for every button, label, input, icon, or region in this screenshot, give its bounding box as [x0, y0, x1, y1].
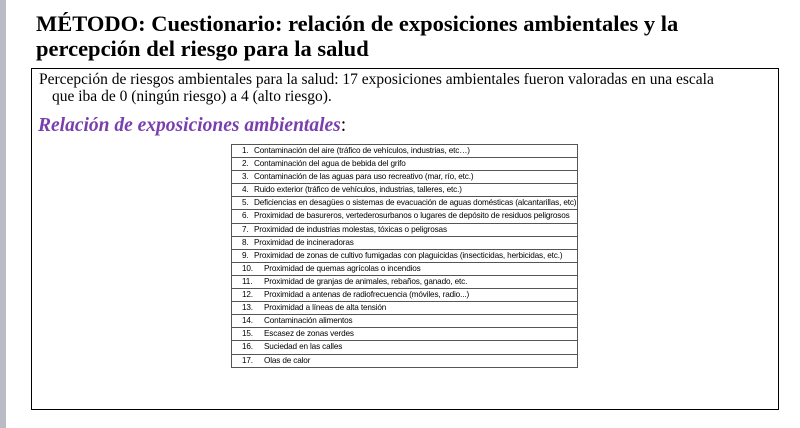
table-row	[232, 289, 578, 302]
exposure-cell	[232, 315, 578, 328]
exposure-text: Proximidad de quemas agrícolas o incendios	[264, 263, 421, 273]
exposure-cell	[232, 197, 578, 210]
exposure-number: 9.	[242, 250, 249, 260]
exposure-text: Suciedad en las calles	[264, 342, 343, 352]
exposure-cell	[232, 328, 578, 341]
subtitle-colon: :	[340, 115, 347, 136]
exposure-text: Proximidad de industrias molestas, tóxicas o peligrosas	[254, 224, 447, 234]
table-row	[232, 197, 578, 210]
section-subtitle	[38, 115, 346, 137]
exposure-cell	[232, 210, 578, 223]
table-row	[232, 236, 578, 249]
exposure-cell	[232, 249, 578, 262]
exposures-table	[231, 144, 578, 368]
exposure-number: 14.	[242, 316, 253, 326]
exposure-cell	[232, 184, 578, 197]
exposure-text: Contaminación del agua de bebida del grifo	[254, 159, 406, 169]
intro-paragraph	[39, 71, 769, 105]
exposure-number: 15.	[242, 329, 253, 339]
exposure-number: 13.	[242, 303, 253, 313]
table-row	[232, 328, 578, 341]
exposure-cell	[232, 236, 578, 249]
exposure-number: 12.	[242, 290, 253, 300]
exposure-cell	[232, 354, 578, 367]
table-row	[232, 315, 578, 328]
table-row	[232, 262, 578, 275]
intro-line-1: Percepción de riesgos ambientales para la salud: 17 exposiciones ambientales fueron valoradas en una escala	[39, 71, 714, 88]
exposure-text: Proximidad a antenas de radiofrecuencia (móviles, radio...)	[264, 290, 470, 300]
exposure-text: Escasez de zonas verdes	[264, 329, 354, 339]
table-row	[232, 275, 578, 288]
exposure-number: 8.	[242, 237, 249, 247]
table-row	[232, 210, 578, 223]
table-row	[232, 341, 578, 354]
table-row	[232, 354, 578, 367]
exposure-cell	[232, 302, 578, 315]
table-row	[232, 171, 578, 184]
exposure-cell	[232, 341, 578, 354]
table-row	[232, 302, 578, 315]
table-row	[232, 158, 578, 171]
slide-title: MÉTODO: Cuestionario: relación de exposiciones ambientales y la percepción del riesgo para la salud	[36, 11, 679, 61]
exposure-number: 3.	[242, 172, 249, 182]
table-row	[232, 184, 578, 197]
exposure-text: Proximidad de granjas de animales, rebaños, ganado, etc.	[264, 276, 468, 286]
exposure-cell	[232, 289, 578, 302]
exposure-text: Olas de calor	[264, 355, 311, 365]
exposure-number: 5.	[242, 198, 249, 208]
exposure-text: Proximidad de incineradoras	[254, 237, 354, 247]
exposure-text: Proximidad de zonas de cultivo fumigadas con plaguicidas (insecticidas, herbicidas, etc.)	[254, 250, 563, 260]
exposure-number: 17.	[242, 355, 253, 365]
exposure-text: Proximidad de basureros, vertederosurbanos o lugares de depósito de residuos peligrosos	[254, 211, 570, 221]
exposure-text: Ruido exterior (tráfico de vehículos, industrias, talleres, etc.)	[254, 185, 462, 195]
exposure-number: 7.	[242, 224, 249, 234]
exposure-number: 6.	[242, 211, 249, 221]
exposure-number: 1.	[242, 146, 249, 155]
table-row	[232, 249, 578, 262]
exposure-cell	[232, 275, 578, 288]
side-bar	[0, 0, 6, 428]
exposure-number: 11.	[242, 276, 253, 286]
exposure-number: 4.	[242, 185, 249, 195]
exposure-cell	[232, 158, 578, 171]
exposure-text: Proximidad a líneas de alta tensión	[264, 303, 387, 313]
exposure-cell	[232, 262, 578, 275]
table-row	[232, 223, 578, 236]
subtitle-text: Relación de exposiciones ambientales	[38, 115, 341, 136]
exposure-text: Contaminación alimentos	[264, 316, 353, 326]
content-box	[31, 68, 779, 410]
exposure-cell	[232, 145, 578, 158]
exposure-cell	[232, 223, 578, 236]
exposure-cell	[232, 171, 578, 184]
exposure-number: 10.	[242, 263, 253, 273]
exposure-text: Contaminación de las aguas para uso recreativo (mar, río, etc.)	[254, 172, 474, 182]
table-row	[232, 145, 578, 158]
exposure-number: 2.	[242, 159, 249, 169]
exposure-text: Deficiencias en desagües o sistemas de evacuación de aguas domésticas (alcantarillas, etc)	[254, 198, 577, 208]
exposure-text: Contaminación del aire (tráfico de vehículos, industrias, etc…)	[254, 146, 470, 155]
exposure-number: 16.	[242, 342, 253, 352]
intro-line-2: que iba de 0 (ningún riesgo) a 4 (alto riesgo).	[52, 88, 332, 105]
